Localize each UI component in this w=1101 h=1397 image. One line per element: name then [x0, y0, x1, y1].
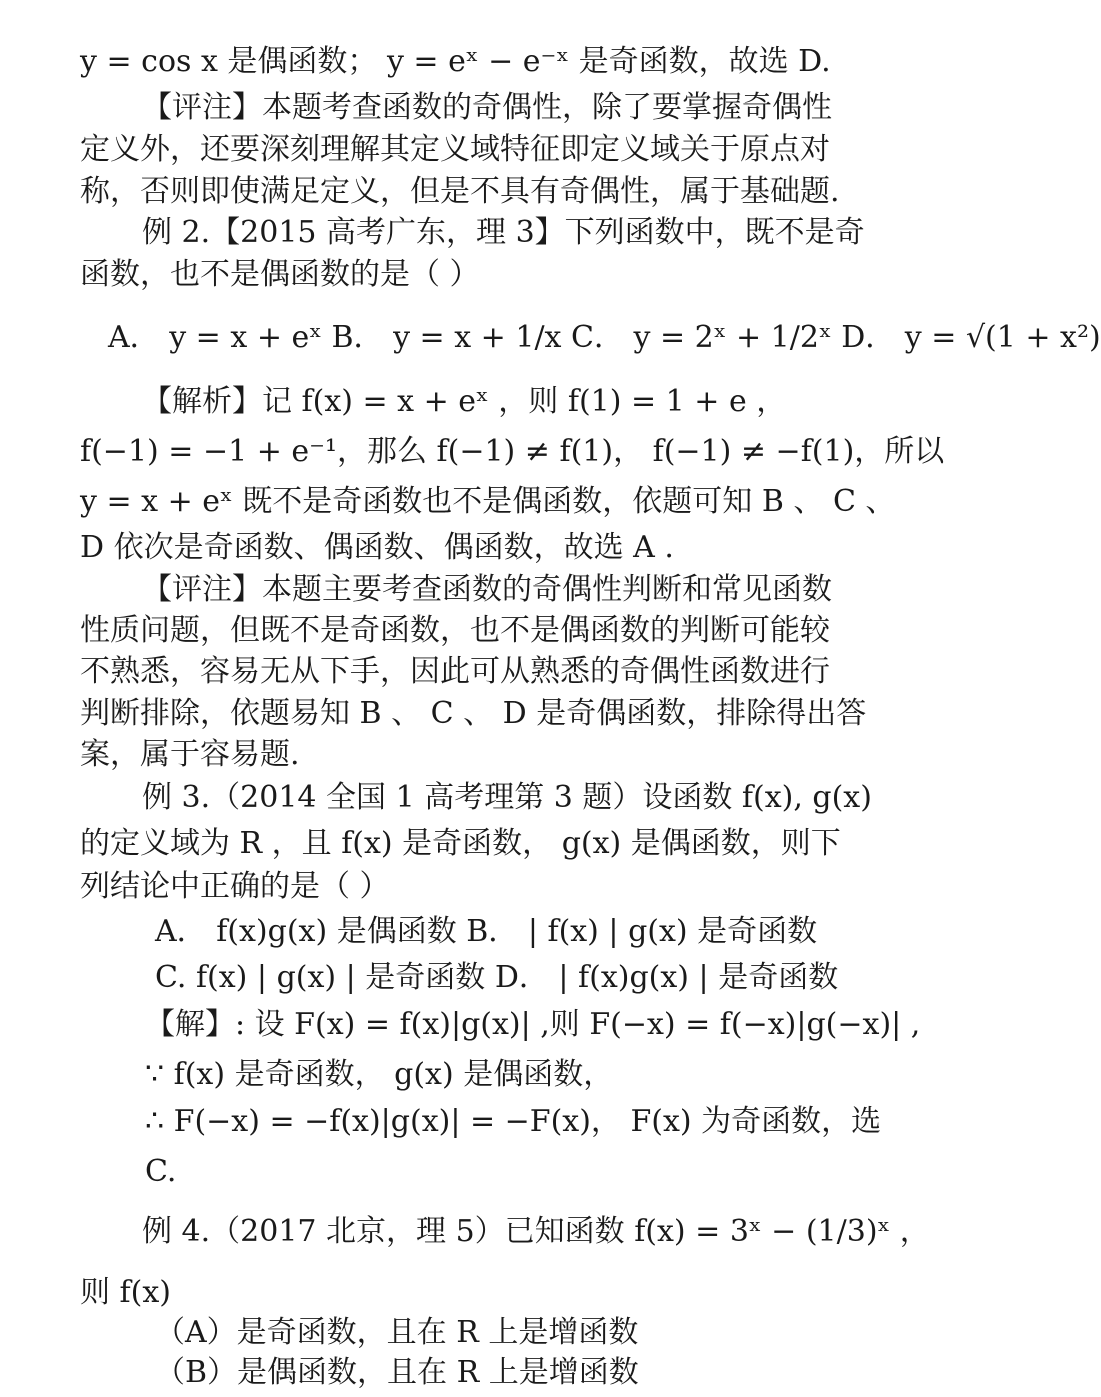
text-line: 案，属于容易题.	[80, 737, 300, 772]
text-line: D 依次是奇函数、偶函数、偶函数，故选 A .	[80, 530, 674, 565]
text-line: C.	[145, 1154, 177, 1189]
text-line: 列结论中正确的是（ ）	[80, 869, 390, 904]
example-heading: 例 2.【2015 高考广东，理 3】下列函数中，既不是奇	[142, 215, 865, 250]
text-line: 称，否则即使满足定义，但是不具有奇偶性，属于基础题.	[80, 174, 840, 209]
text-line: 【解】: 设 F(x) = f(x)|g(x)| ,则 F(−x) = f(−x)|g(−x)| ,	[145, 1007, 921, 1042]
text-line: 【评注】本题考查函数的奇偶性，除了要掌握奇偶性	[142, 90, 832, 125]
answer-option: （A）是奇函数，且在 R 上是增函数	[155, 1315, 639, 1350]
answer-options: C. f(x) | g(x) | 是奇函数 D． | f(x)g(x) | 是奇函数	[155, 960, 839, 995]
answer-option: （B）是偶函数，且在 R 上是增函数	[155, 1355, 639, 1390]
example-heading: 例 3.（2014 全国 1 高考理第 3 题）设函数 f(x), g(x)	[142, 780, 872, 815]
text-line: 函数，也不是偶函数的是（ ）	[80, 257, 480, 292]
answer-options: A． y = x + eˣ B． y = x + 1/x C． y = 2ˣ + 1/2ˣ D． y = √(1 + x²)	[108, 320, 1101, 355]
text-line: 性质问题，但既不是奇函数，也不是偶函数的判断可能较	[80, 613, 830, 648]
text-line: y = cos x 是偶函数； y = eˣ − e⁻ˣ 是奇函数，故选 D.	[80, 44, 831, 79]
answer-options: A． f(x)g(x) 是偶函数 B． | f(x) | g(x) 是奇函数	[155, 914, 818, 949]
example-heading: 例 4.（2017 北京，理 5）已知函数 f(x) = 3ˣ − (1/3)ˣ ，	[142, 1214, 930, 1249]
text-line: 则 f(x)	[80, 1275, 171, 1310]
text-line: f(−1) = −1 + e⁻¹，那么 f(−1) ≠ f(1)， f(−1) ≠ −f(1)，所以	[80, 434, 945, 469]
text-line: 【评注】本题主要考查函数的奇偶性判断和常见函数	[142, 572, 832, 607]
text-line: 的定义域为 R ，且 f(x) 是奇函数， g(x) 是偶函数，则下	[80, 826, 841, 861]
text-line: 定义外，还要深刻理解其定义域特征即定义域关于原点对	[80, 132, 830, 167]
text-line: 判断排除，依题易知 B 、 C 、 D 是奇偶函数，排除得出答	[80, 696, 867, 731]
text-line: 【解析】记 f(x) = x + eˣ ，则 f(1) = 1 + e ，	[142, 384, 787, 419]
text-line: y = x + eˣ 既不是奇函数也不是偶函数，依题可知 B 、 C 、	[80, 484, 896, 519]
text-line: ∴ F(−x) = −f(x)|g(x)| = −F(x)， F(x) 为奇函数，选	[145, 1104, 882, 1139]
text-line: ∵ f(x) 是奇函数， g(x) 是偶函数，	[145, 1057, 614, 1092]
text-line: 不熟悉，容易无从下手，因此可从熟悉的奇偶性函数进行	[80, 654, 830, 689]
